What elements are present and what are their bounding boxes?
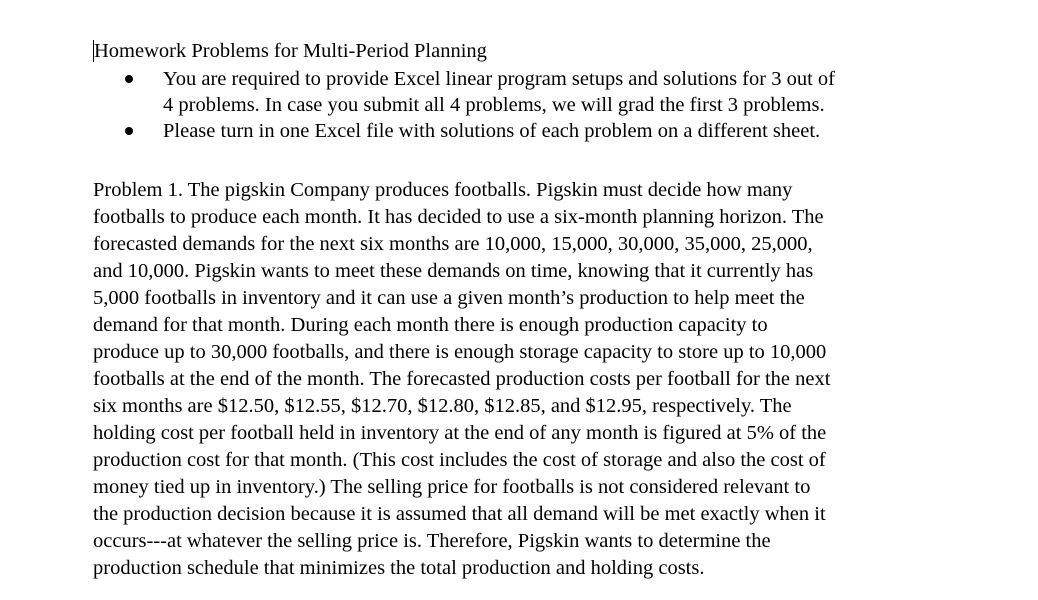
paragraph-line: forecasted demands for the next six months are 10,000, 15,000, 30,000, 35,000, 25,000, — [93, 233, 813, 255]
paragraph-line: money tied up in inventory.) The selling price for footballs is not considered relevant to — [93, 476, 811, 498]
instruction-line: 4 problems. In case you submit all 4 problems, we will grad the first 3 problems. — [163, 94, 825, 116]
problem-1-paragraph — [93, 177, 953, 582]
paragraph-line: six months are $12.50, $12.55, $12.70, $12.80, $12.85, and $12.95, respectively. The — [93, 395, 792, 417]
paragraph-line: the production decision because it is assumed that all demand will be met exactly when it — [93, 503, 826, 525]
instruction-item — [125, 66, 945, 118]
bullet-icon — [125, 127, 133, 135]
paragraph-line: production schedule that minimizes the total production and holding costs. — [93, 557, 705, 579]
paragraph-line: 5,000 footballs in inventory and it can use a given month’s production to help meet the — [93, 287, 805, 309]
paragraph-line: footballs to produce each month. It has decided to use a six-month planning horizon. The — [93, 206, 824, 228]
document-title: Homework Problems for Multi-Period Planning — [94, 40, 487, 62]
paragraph-line: and 10,000. Pigskin wants to meet these demands on time, knowing that it currently has — [93, 260, 814, 282]
instruction-line: Please turn in one Excel file with solutions of each problem on a different sheet. — [163, 120, 821, 142]
paragraph-line: holding cost per football held in inventory at the end of any month is figured at 5% of the — [93, 422, 827, 444]
instructions-list — [125, 66, 945, 144]
paragraph-line: Problem 1. The pigskin Company produces footballs. Pigskin must decide how many — [93, 179, 793, 201]
instruction-line: You are required to provide Excel linear program setups and solutions for 3 out of — [163, 68, 835, 90]
paragraph-line: occurs---at whatever the selling price is. Therefore, Pigskin wants to determine the — [93, 530, 771, 552]
instruction-item — [125, 118, 945, 144]
paragraph-line: footballs at the end of the month. The forecasted production costs per football for the next — [93, 368, 831, 390]
paragraph-line: produce up to 30,000 footballs, and there is enough storage capacity to store up to 10,000 — [93, 341, 827, 363]
bullet-icon — [125, 75, 133, 83]
paragraph-line: demand for that month. During each month there is enough production capacity to — [93, 314, 768, 336]
paragraph-line: production cost for that month. (This cost includes the cost of storage and also the cost of — [93, 449, 826, 471]
